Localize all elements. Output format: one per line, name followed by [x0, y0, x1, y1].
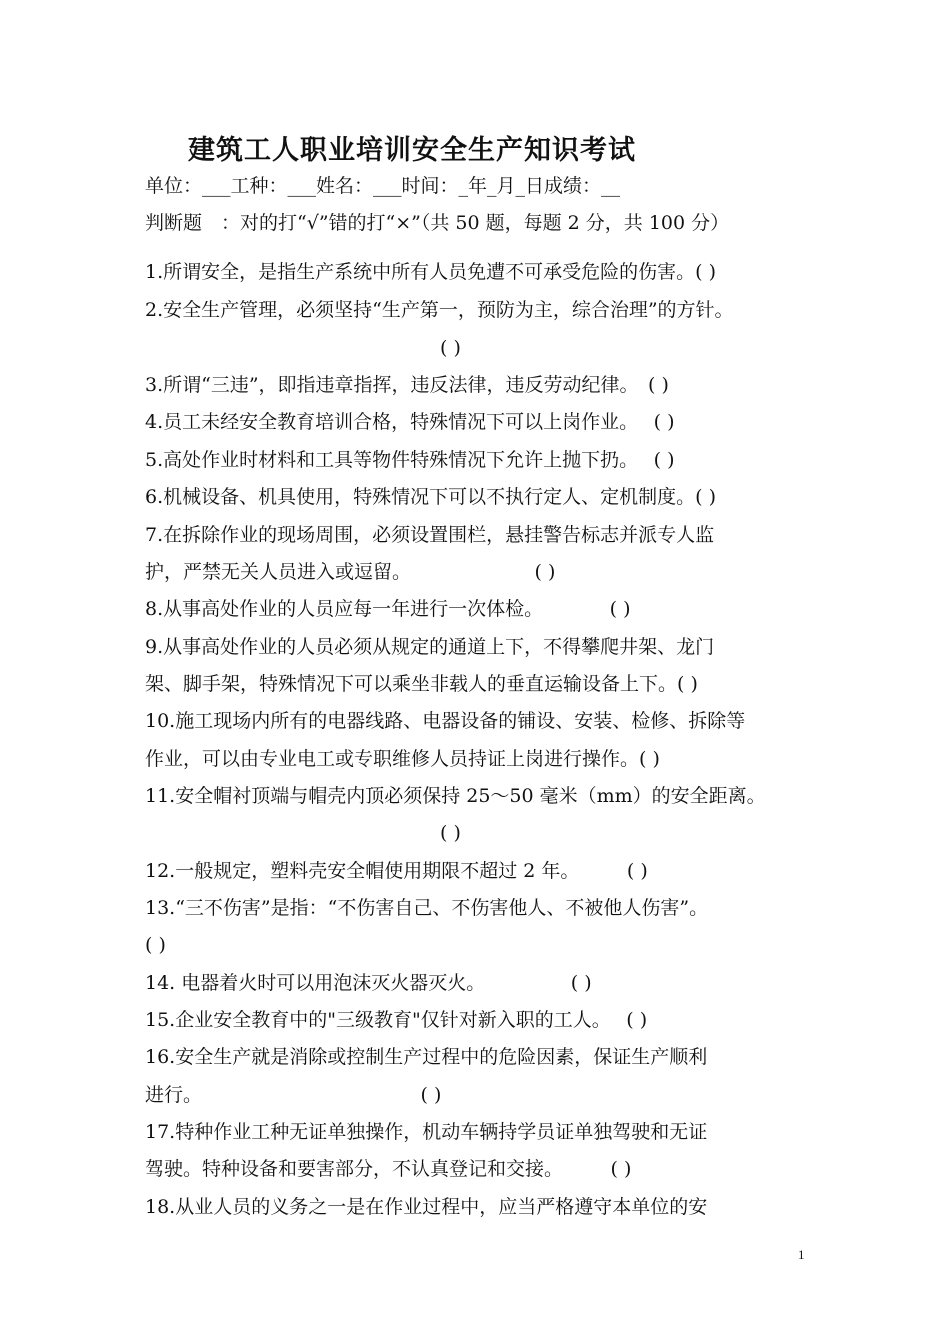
question-line: 8.从事高处作业的人员应每一年进行一次体检。 ( ): [145, 598, 631, 620]
question-line: 7.在拆除作业的现场周围，必须设置围栏，悬挂警告标志并派专人监: [145, 524, 715, 546]
question-line: 11.安全帽衬顶端与帽壳内顶必须保持 25～50 毫米（mm）的安全距离。: [145, 785, 766, 807]
question-line: 4.员工未经安全教育培训合格，特殊情况下可以上岗作业。 ( ): [145, 411, 675, 433]
answer-bracket: ( ): [440, 337, 461, 359]
question-line: 17.特种作业工种无证单独操作，机动车辆持学员证单独驾驶和无证: [145, 1121, 708, 1143]
question-line: 15.企业安全教育中的"三级教育"仅针对新入职的工人。 ( ): [145, 1009, 648, 1031]
question-line: 5.高处作业时材料和工具等物件特殊情况下允许上抛下扔。 ( ): [145, 449, 675, 471]
question-line: 13.“三不伤害”是指：“不伤害自己、不伤害他人、不被他人伤害”。: [145, 897, 709, 919]
question-line: 10.施工现场内所有的电器线路、电器设备的铺设、安装、检修、拆除等: [145, 710, 746, 732]
info-line: 单位：___工种：___姓名：___时间：_年_月_日成绩：__: [145, 175, 621, 197]
answer-bracket: ( ): [145, 934, 166, 956]
question-line: 14. 电器着火时可以用泡沫灭火器灭火。 ( ): [145, 972, 592, 994]
question-line: 9.从事高处作业的人员必须从规定的通道上下，不得攀爬井架、龙门: [145, 636, 715, 658]
question-line: 2.安全生产管理，必须坚持“生产第一，预防为主，综合治理”的方针。: [145, 299, 734, 321]
question-line: 架、脚手架，特殊情况下可以乘坐非载人的垂直运输设备上下。( ): [145, 673, 698, 695]
instructions: 判断题 ：对的打“√”错的打“×”（共 50 题，每题 2 分，共 100 分）: [145, 212, 730, 234]
question-line: 6.机械设备、机具使用，特殊情况下可以不执行定人、定机制度。( ): [145, 486, 716, 508]
question-line: 16.安全生产就是消除或控制生产过程中的危险因素，保证生产顺利: [145, 1046, 708, 1068]
document-title: 建筑工人职业培训安全生产知识考试: [188, 135, 636, 166]
question-line: 作业，可以由专业电工或专职维修人员持证上岗进行操作。( ): [145, 748, 660, 770]
question-line: 1.所谓安全，是指生产系统中所有人员免遭不可承受危险的伤害。( ): [145, 261, 716, 283]
question-line: 驾驶。特种设备和要害部分，不认真登记和交接。 ( ): [145, 1158, 632, 1180]
question-line: 12.一般规定，塑料壳安全帽使用期限不超过 2 年。 ( ): [145, 860, 648, 882]
question-line: 进行。 ( ): [145, 1084, 442, 1106]
question-line: 护，严禁无关人员进入或逗留。 ( ): [145, 561, 556, 583]
answer-bracket: ( ): [440, 822, 461, 844]
question-line: 18.从业人员的义务之一是在作业过程中，应当严格遵守本单位的安: [145, 1196, 708, 1218]
question-line: 3.所谓“三违”，即指违章指挥，违反法律，违反劳动纪律。 ( ): [145, 374, 669, 396]
page-number: 1: [798, 1247, 805, 1262]
